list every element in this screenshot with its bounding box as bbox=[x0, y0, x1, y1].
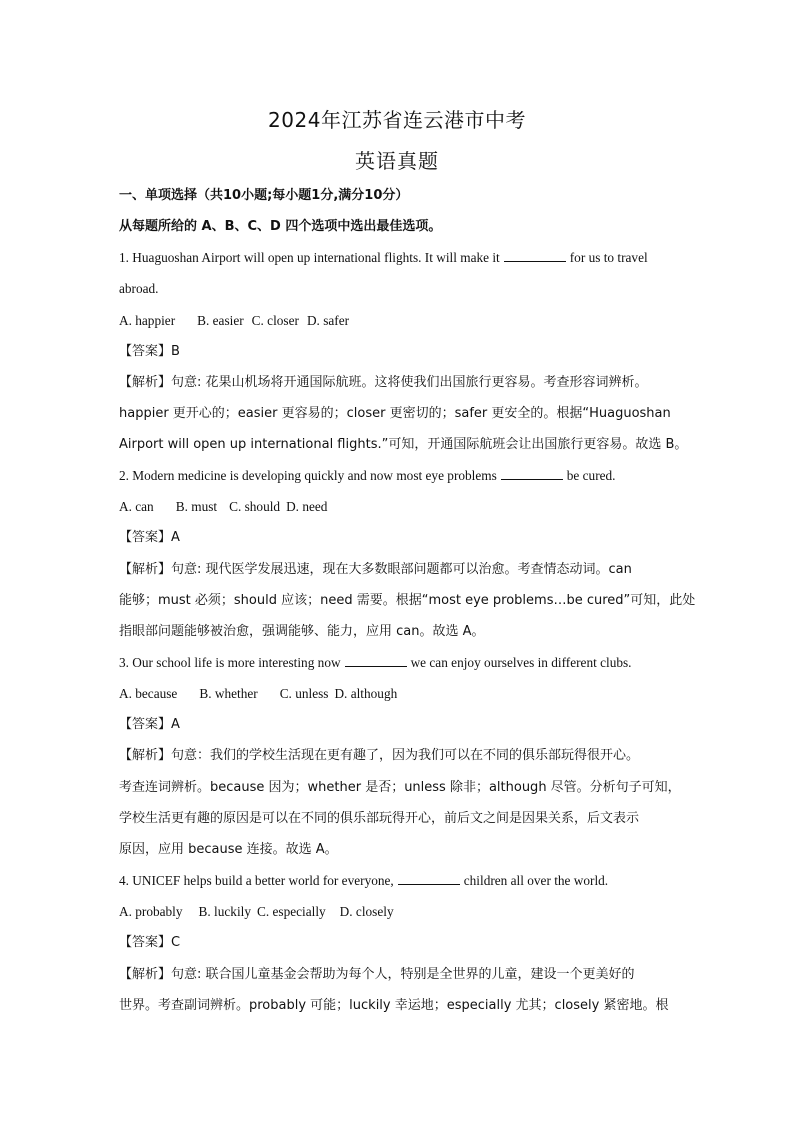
q3-options bbox=[119, 684, 689, 704]
page-title: 2024年江苏省连云港市中考 bbox=[268, 108, 526, 132]
q3-explanation-1: 【解析】句意：我们的学校生活现在更有趣了，因为我们可以在不同的俱乐部玩得很开心。 bbox=[119, 748, 640, 763]
q3-option-b: B. whether bbox=[199, 686, 258, 701]
q4-explanation-2: 世界。考查副词辨析。probably 可能；luckily 幸运地；especially 尤其；closely 紧密地。根 bbox=[119, 998, 669, 1013]
q4-explanation-1: 【解析】句意: 联合国儿童基金会帮助为每个人，特别是全世界的儿童，建设一个更美好的 bbox=[119, 967, 635, 982]
q1-stem-b: for us to travel bbox=[569, 250, 648, 265]
q3-explanation-3: 学校生活更有趣的原因是可以在不同的俱乐部玩得开心，前后文之间是因果关系，后文表示 bbox=[119, 811, 640, 826]
q3-stem-b: we can enjoy ourselves in different clubs. bbox=[410, 655, 632, 670]
q4-option-a: A. probably bbox=[119, 904, 183, 919]
q3-stem bbox=[119, 653, 689, 673]
q3-option-c: C. unless bbox=[279, 686, 329, 701]
q1-stem-c: abroad. bbox=[119, 281, 159, 296]
q2-stem-a: 2. Modern medicine is developing quickly and now most eye problems bbox=[119, 468, 497, 483]
q1-options bbox=[119, 311, 689, 331]
q1-stem-a: 1. Huaguoshan Airport will open up international flights. It will make it bbox=[119, 250, 500, 265]
q3-explanation-4: 原因，应用 because 连接。故选 A。 bbox=[119, 842, 338, 857]
q1-blank bbox=[504, 249, 566, 262]
q1-option-a: A. happier bbox=[119, 313, 176, 328]
q4-blank bbox=[398, 872, 460, 885]
q4-option-d: D. closely bbox=[339, 904, 394, 919]
q1-answer: 【答案】B bbox=[119, 344, 180, 359]
q3-explanation-2: 考查连词辨析。because 因为；whether 是否；unless 除非；although 尽管。分析句子可知， bbox=[119, 780, 681, 795]
q1-option-c: C. closer bbox=[251, 313, 299, 328]
q2-answer: 【答案】A bbox=[119, 530, 180, 545]
q1-explanation-1: 【解析】句意: 花果山机场将开通国际航班。这将使我们出国旅行更容易。考查形容词辨析。 bbox=[119, 375, 648, 390]
q4-stem-b: children all over the world. bbox=[463, 873, 609, 888]
q4-option-c: C. especially bbox=[256, 904, 326, 919]
instruction: 从每题所给的 A、B、C、D 四个选项中选出最佳选项。 bbox=[119, 219, 442, 234]
q3-answer: 【答案】A bbox=[119, 717, 180, 732]
q1-explanation-2: happier 更开心的；easier 更容易的；closer 更密切的；safer 更安全的。根据“Huaguoshan bbox=[119, 406, 671, 421]
q4-options bbox=[119, 902, 689, 922]
q2-blank bbox=[501, 467, 563, 480]
q2-explanation-3: 指眼部问题能够被治愈，强调能够、能力，应用 can。故选 A。 bbox=[119, 624, 485, 639]
q2-stem-b: be cured. bbox=[566, 468, 616, 483]
q4-option-b: B. luckily bbox=[198, 904, 251, 919]
page-subtitle: 英语真题 bbox=[355, 149, 439, 173]
q2-explanation-1: 【解析】句意: 现代医学发展迅速，现在大多数眼部问题都可以治愈。考查情态动词。can bbox=[119, 562, 632, 577]
q3-blank bbox=[345, 654, 407, 667]
q1-explanation-3: Airport will open up international flights.”可知，开通国际航班会让出国旅行更容易。故选 B。 bbox=[119, 437, 688, 452]
q1-option-b: B. easier bbox=[197, 313, 244, 328]
q2-stem bbox=[119, 466, 689, 486]
q3-option-a: A. because bbox=[119, 686, 178, 701]
q4-stem bbox=[119, 871, 689, 891]
q2-option-c: C. should bbox=[229, 499, 281, 514]
q4-answer: 【答案】C bbox=[119, 935, 181, 950]
q3-option-d: D. although bbox=[334, 686, 398, 701]
q1-stem bbox=[119, 248, 689, 268]
q2-explanation-2: 能够；must 必须；should 应该；need 需要。根据“most eye problems…be cured”可知，此处 bbox=[119, 593, 696, 608]
q1-option-d: D. safer bbox=[306, 313, 350, 328]
section-heading: 一、单项选择（共10小题;每小题1分,满分10分） bbox=[119, 188, 409, 203]
q2-option-a: A. can bbox=[119, 499, 154, 514]
q2-options bbox=[119, 497, 689, 517]
q3-stem-a: 3. Our school life is more interesting now bbox=[119, 655, 341, 670]
q2-option-d: D. need bbox=[286, 499, 328, 514]
q2-option-b: B. must bbox=[175, 499, 218, 514]
q4-stem-a: 4. UNICEF helps build a better world for everyone, bbox=[119, 873, 394, 888]
